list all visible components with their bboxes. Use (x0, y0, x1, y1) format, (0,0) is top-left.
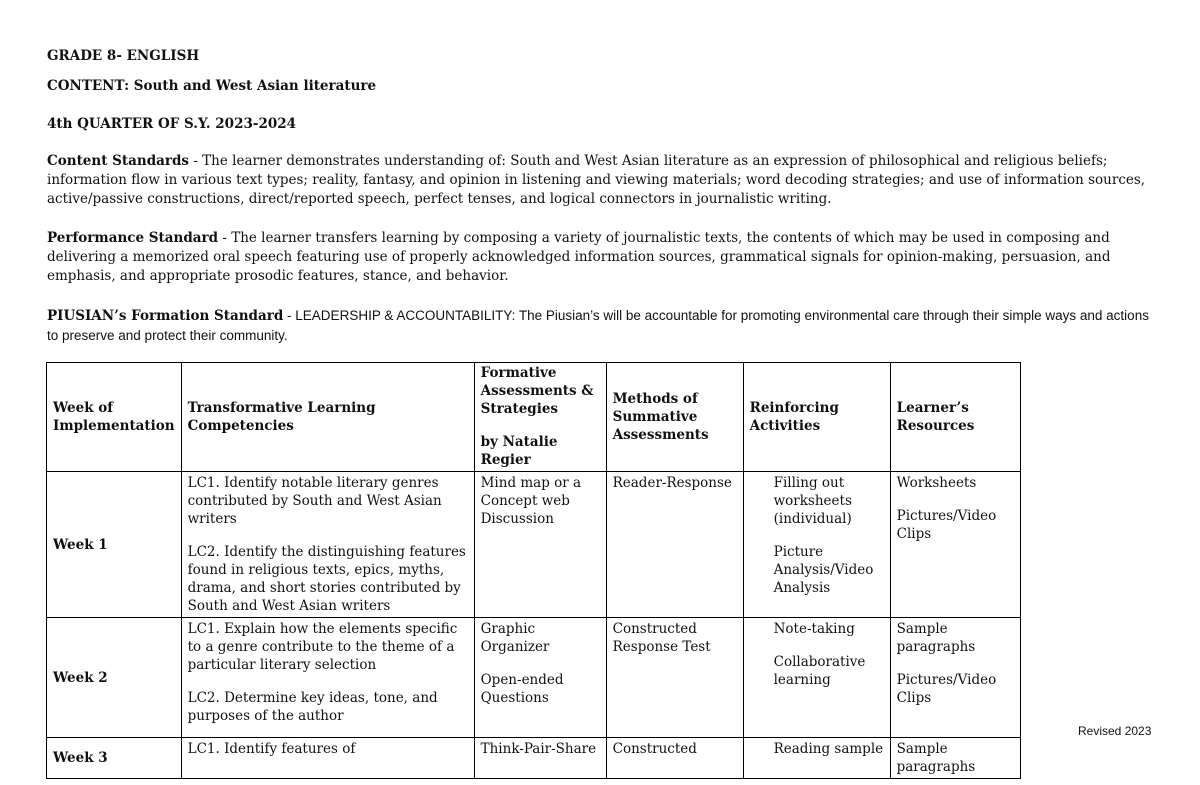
table-row (47, 618, 1021, 738)
week-cell: Week 1 (47, 472, 182, 618)
competencies-cell: LC1. Identify features of (181, 738, 474, 779)
resources-cell (890, 472, 1020, 618)
quarter-heading: 4th QUARTER OF S.Y. 2023-2024 (47, 116, 297, 132)
header-summative: Methods of Summative Assessments (606, 363, 743, 472)
competency-lc2: LC2. Determine key ideas, tone, and purposes of the author (187, 690, 438, 724)
reinforcing-item: Collaborative learning (773, 654, 866, 688)
reinforcing-cell: Reading sample (743, 738, 890, 779)
header-week: Week of Implementation (47, 363, 182, 472)
performance-standard-label: Performance Standard (47, 230, 219, 246)
resources-cell (890, 618, 1020, 738)
competencies-cell (181, 472, 474, 618)
summative-cell: Reader-Response (606, 472, 743, 618)
content-standards-label: Content Standards (47, 153, 190, 169)
content-standards-paragraph (47, 152, 1157, 209)
table-header-row (47, 363, 1021, 472)
formative-item: Open-ended Questions (480, 672, 564, 706)
content-heading: CONTENT: South and West Asian literature (47, 78, 377, 94)
header-competencies: Transformative Learning Competencies (181, 363, 474, 472)
performance-standard-paragraph (47, 229, 1157, 286)
week-cell: Week 2 (47, 618, 182, 738)
reinforcing-item: Note-taking (773, 621, 855, 637)
table-row (47, 472, 1021, 618)
reinforcing-cell (743, 472, 890, 618)
resource-item: Sample paragraphs (896, 621, 976, 655)
formation-standard-paragraph (47, 306, 1157, 346)
competency-lc1: LC1. Explain how the elements specific to a genre contribute to the theme of a particular literary selection (187, 621, 458, 673)
competency-lc2: LC2. Identify the distinguishing features found in religious texts, epics, myths, drama, and short stories contributed by South and West Asian writers (187, 544, 466, 614)
header-resources: Learner’s Resources (890, 363, 1020, 472)
reinforcing-item: Picture Analysis/Video Analysis (773, 544, 874, 596)
revised-footer: Revised 2023 (1078, 724, 1152, 738)
content-standards-text: - The learner demonstrates understanding of: South and West Asian literature as an expression of philosophical and religious beliefs; information flow in various text types; reality, fantasy, and opinion in listening and viewing materials; word decoding strategies; and use of information sources, active/passive constructions, direct/reported speech, perfect tenses, and logical connectors in journalistic writing. (47, 153, 1146, 207)
header-reinforcing: Reinforcing Activities (743, 363, 890, 472)
formative-cell: Think-Pair-Share (474, 738, 606, 779)
formative-cell (474, 472, 606, 618)
reinforcing-item: Filling out worksheets (individual) (773, 475, 852, 527)
resource-item: Worksheets (896, 475, 977, 491)
formation-standard-label: PIUSIAN’s Formation Standard (47, 308, 284, 324)
formative-cell (474, 618, 606, 738)
resource-item: Pictures/Video Clips (896, 508, 997, 542)
resources-cell: Sample paragraphs (890, 738, 1020, 779)
formative-item: Mind map or a Concept web Discussion (480, 475, 582, 527)
performance-standard-text: - The learner transfers learning by composing a variety of journalistic texts, the contents of which may be used in composing and delivering a memorized oral speech featuring use of properly acknowledged information sources, grammatical signals for opinion-making, persuasion, and emphasis, and appropriate prosodic features, stance, and behavior. (47, 230, 1111, 284)
table-row (47, 738, 1021, 779)
summative-cell: Constructed Response Test (606, 618, 743, 738)
resource-item: Pictures/Video Clips (896, 672, 997, 706)
reinforcing-cell (743, 618, 890, 738)
competencies-cell (181, 618, 474, 738)
formation-standard-text: - LEADERSHIP & ACCOUNTABILITY: The Piusian’s will be accountable for promoting environmental care through their simple ways and actions to preserve and protect their community. (47, 308, 1149, 343)
summative-cell: Constructed (606, 738, 743, 779)
header-formative-author: by Natalie Regier (480, 434, 558, 468)
curriculum-table (46, 362, 1021, 779)
competency-lc1: LC1. Identify notable literary genres contributed by South and West Asian writers (187, 475, 442, 527)
grade-heading: GRADE 8- ENGLISH (47, 48, 200, 64)
header-formative (474, 363, 606, 472)
formative-item: Graphic Organizer (480, 621, 550, 655)
week-cell: Week 3 (47, 738, 182, 779)
header-formative-title: Formative Assessments & Strategies (480, 365, 594, 417)
